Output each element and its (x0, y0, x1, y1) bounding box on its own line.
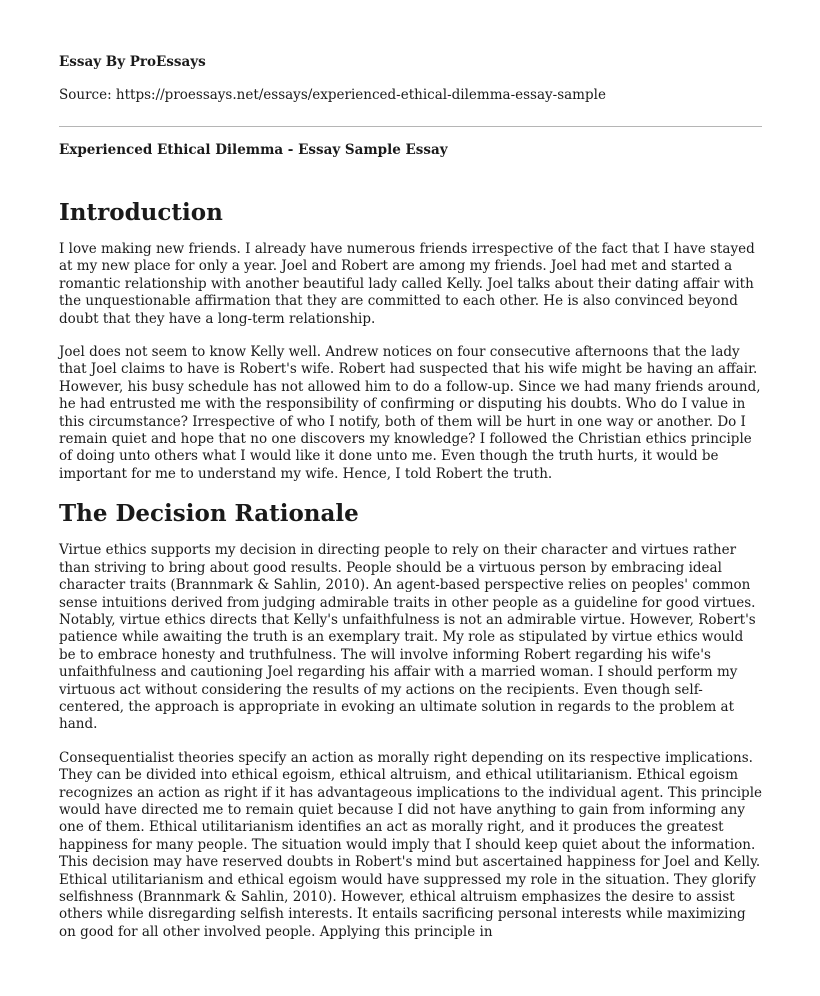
paragraph: Joel does not seem to know Kelly well. Andrew notices on four consecutive afternoons that the lady that Joel claims to have is Robert's wife. Robert had suspected that his wife might be having an affair. However, his busy schedule has not allowed him to do a follow-up. Since we had many friends around, he had entrusted me with the responsibility of confirming or disputing his doubts. Who do I value in this circumstance? Irrespective of who I notify, both of them will be hurt in one way or another. Do I remain quiet and hope that no one discovers my knowledge? I followed the Christian ethics principle of doing unto others what I would like it done unto me. Even though the truth hurts, it would be important for me to understand my wife. Hence, I told Robert the truth. (59, 344, 761, 482)
section-heading: The Decision Rationale (59, 500, 359, 528)
section-introduction (59, 198, 762, 483)
header-divider (59, 126, 762, 127)
paragraph: Virtue ethics supports my decision in directing people to rely on their character and virtues rather than striving to bring about good results. People should be a virtuous person by embracing ideal character traits (Brannmark & Sahlin, 2010). An agent-based perspective relies on peoples' common sense intuitions derived from judging admirable traits in other people as a guideline for good virtues. Notably, virtue ethics directs that Kelly's unfaithfulness is not an admirable virtue. However, Robert's patience while awaiting the truth is an exemplary trait. My role as stipulated by virtue ethics would be to embrace honesty and truthfulness. The will involve informing Robert regarding his wife's unfaithfulness and cautioning Joel regarding his affair with a married woman. I should perform my virtuous act without considering the results of my actions on the recipients. Even though self-centered, the approach is appropriate in evoking an ultimate solution in regards to the problem at hand. (59, 542, 756, 733)
essay-body (59, 198, 762, 957)
paragraph: Consequentialist theories specify an action as morally right depending on its respective implications. They can be divided into ethical egoism, ethical altruism, and ethical utilitarianism. Ethical egoism recognizes an action as right if it has advantageous implications to the individual agent. This principle would have directed me to remain quiet because I did not have anything to gain from informing any one of them. Ethical utilitarianism identifies an act as morally right, and it produces the greatest happiness for many people. The situation would imply that I should keep quiet about the information. This decision may have reserved doubts in Robert's mind but ascertained happiness for Joel and Kelly. Ethical utilitarianism and ethical egoism would have suppressed my role in the situation. They glorify selfishness (Brannmark & Sahlin, 2010). However, ethical altruism emphasizes the desire to assist others while disregarding selfish interests. It entails sacrificing personal interests while maximizing on good for all other involved people. Applying this principle in (59, 749, 763, 940)
source-line: Source: https://proessays.net/essays/experienced-ethical-dilemma-essay-sample (59, 87, 606, 103)
essay-title: Experienced Ethical Dilemma - Essay Sample Essay (59, 142, 448, 158)
section-heading: Introduction (59, 199, 223, 226)
paragraph: I love making new friends. I already have numerous friends irrespective of the fact that I have stayed at my new place for only a year. Joel and Robert are among my friends. Joel had met and started a romantic relationship with another beautiful lady called Kelly. Joel talks about their dating affair with the unquestionable affirmation that they are committed to each other. He is also convinced beyond doubt that they have a long-term relationship. (59, 241, 755, 327)
section-decision-rationale (59, 499, 762, 941)
publisher-title: Essay By ProEssays (59, 54, 206, 70)
